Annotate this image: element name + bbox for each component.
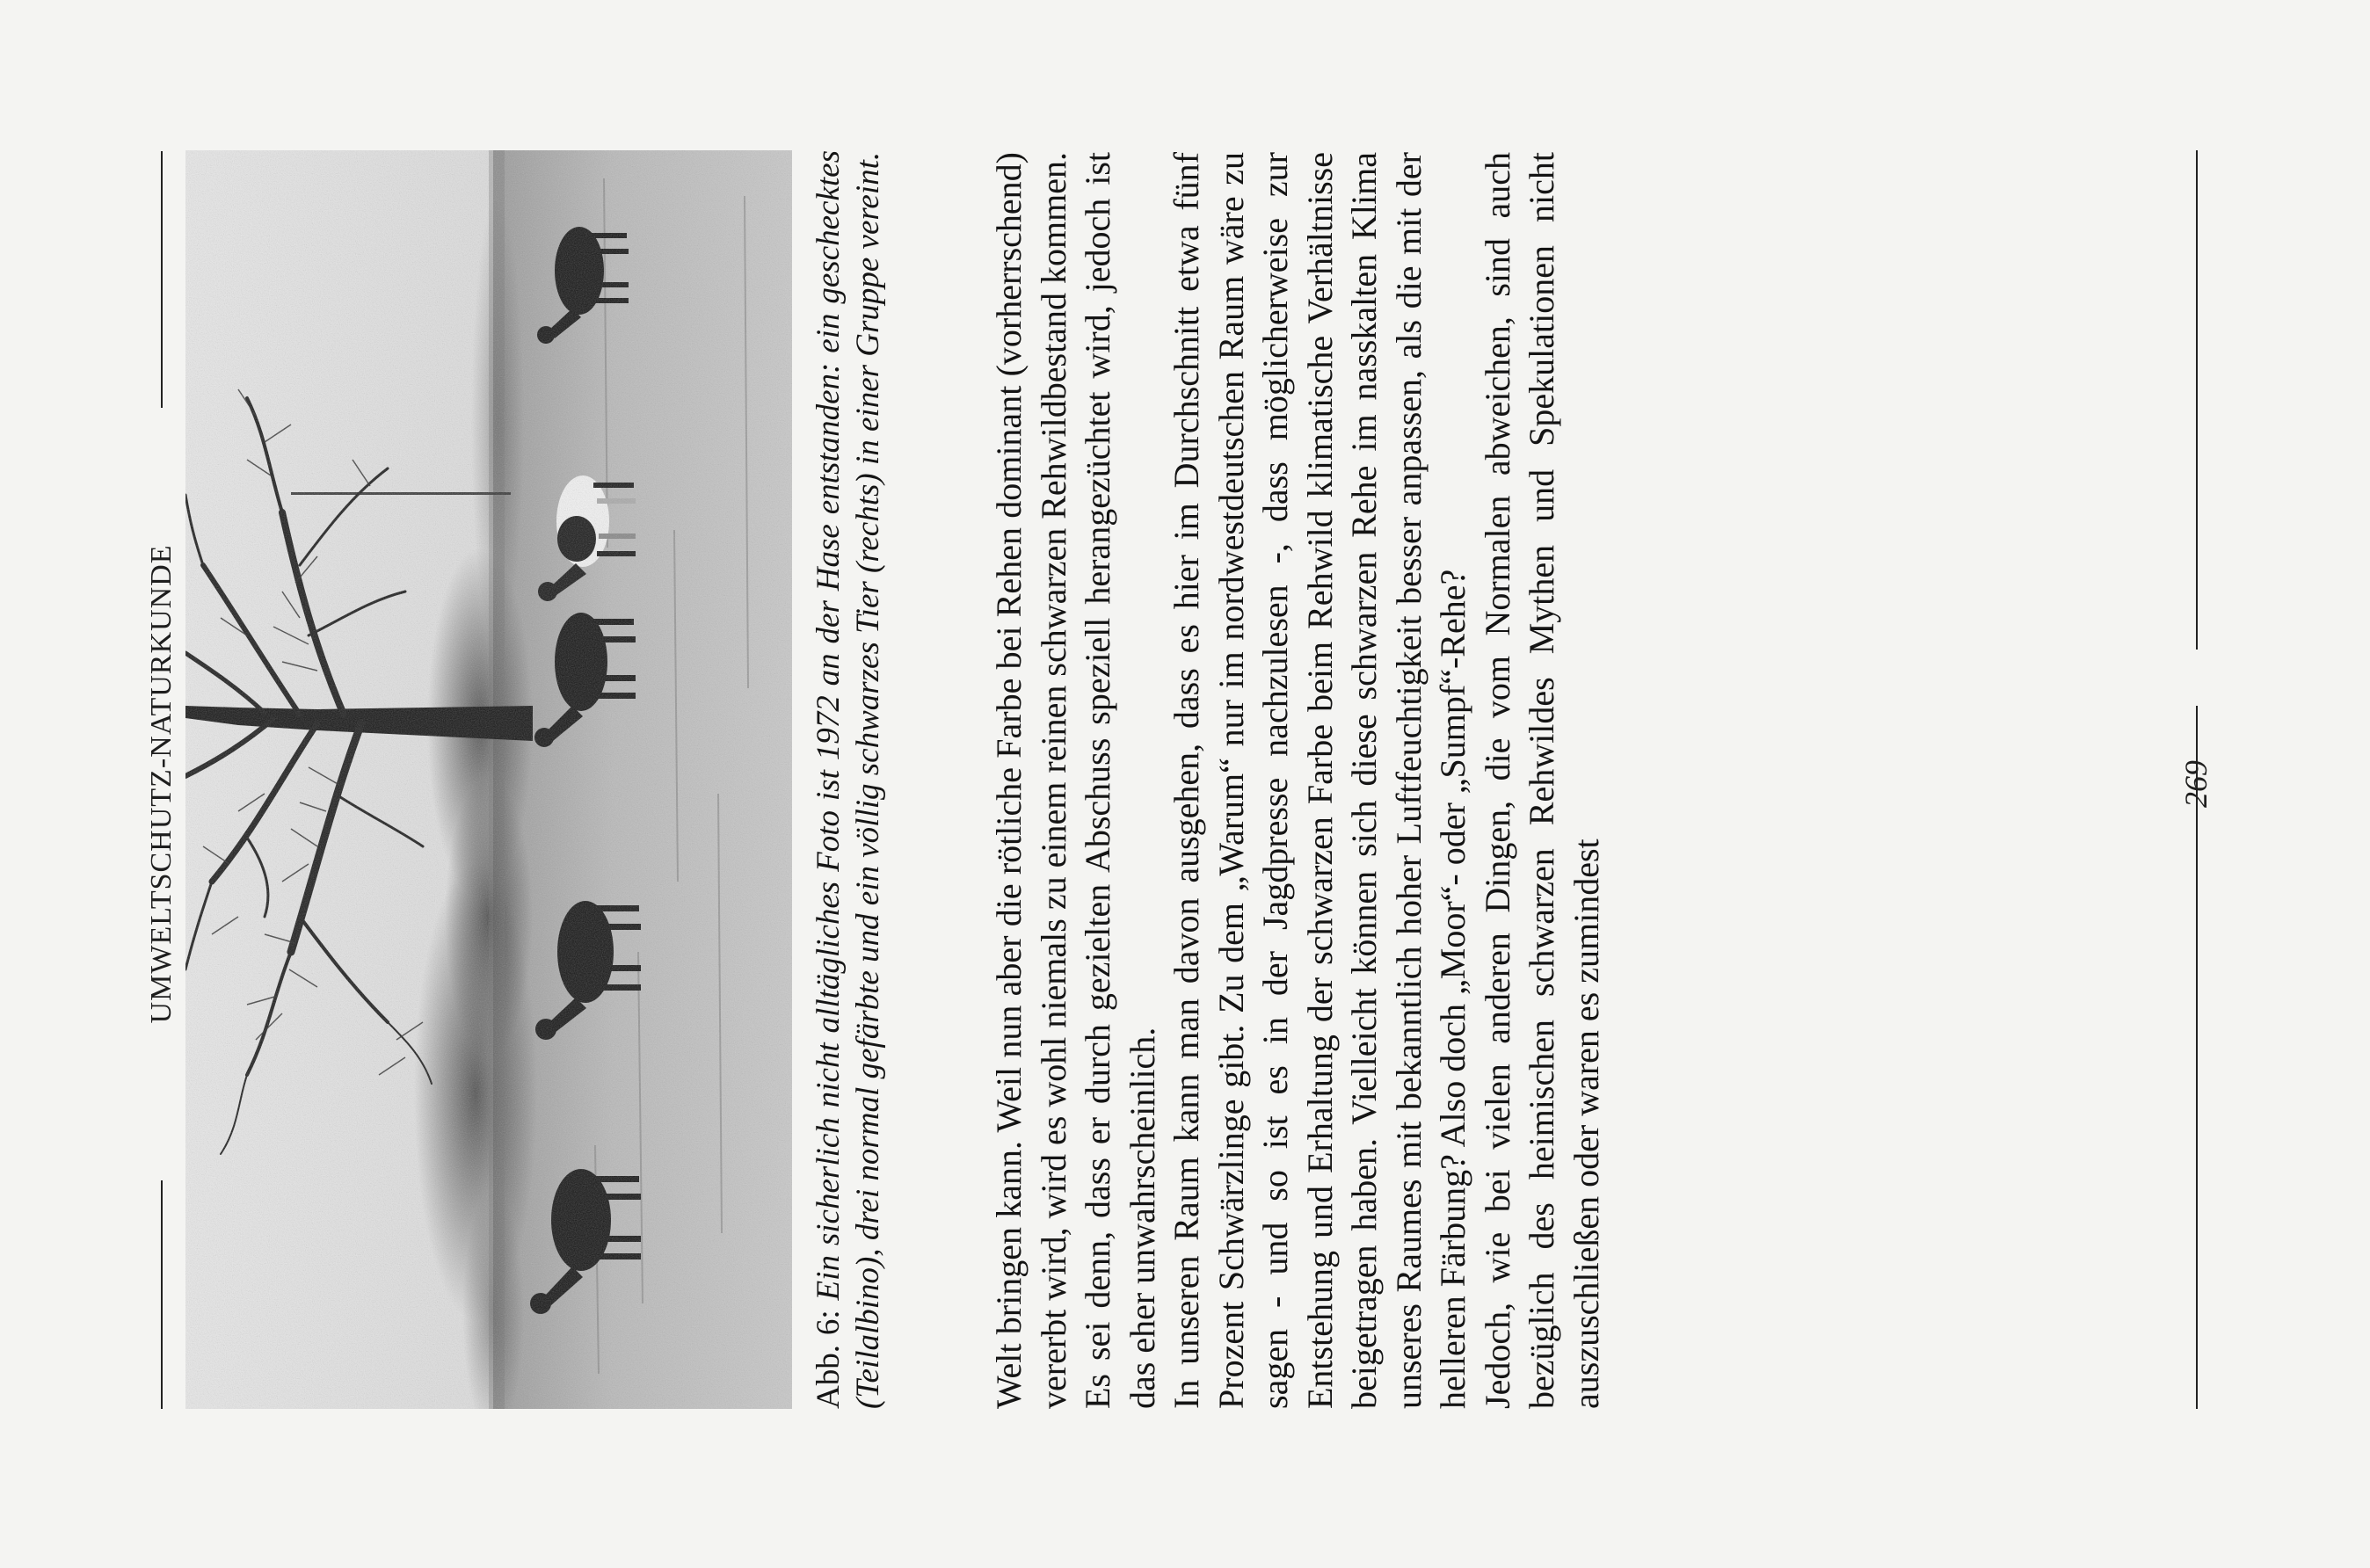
running-header: UMWELTSCHUTZ-NATURKUNDE xyxy=(145,544,178,1024)
caption-text: Ein sicherlich nicht alltägliches Foto ist 1972 an der Hase entstanden: ein geschecktes (Teilalbino), drei normal gefärbte und ein völlig schwarzes Tier (rechts) in einer Gruppe vereint. xyxy=(811,150,886,1409)
footer-rule-right xyxy=(2196,150,2198,650)
body-text xyxy=(987,152,1609,1409)
figure-caption xyxy=(809,150,888,1409)
header-rule-right xyxy=(161,151,163,408)
paragraph-3: Jedoch, wie bei vielen anderen Dingen, die vom Normalen abweichen, sind auch bezüglich des heimischen schwarzen Rehwildes Mythen und Spekulationen nicht auszuschließen oder waren es zumindest xyxy=(1477,152,1606,1409)
caption-label: Abb. 6: xyxy=(811,1310,847,1409)
paragraph-1: Welt bringen kann. Weil nun aber die rötliche Farbe bei Rehen dominant (vorherrschend) vererbt wird, wird es wohl niemals zu einem reinen schwarzen Rehwildbestand kommen. Es sei denn, dass er durch gezielten Abschuss speziell herangezüchtet wird, jedoch ist das eher unwahrscheinlich. xyxy=(989,152,1162,1409)
figure-photo xyxy=(185,150,792,1409)
page-number: 269 xyxy=(2178,760,2214,808)
paragraph-2: In unseren Raum kann man davon ausgehen, dass es hier im Durchschnitt etwa fünf Prozent Schwärzlinge gibt. Zu dem „Warum“ nur im nordwestdeutschen Raum wäre zu sagen - und so ist es in der Jagdpresse nachzulesen -, dass möglicherweise zur Entstehung und Erhaltung der schwarzen Farbe beim Rehwild klimatische Verhältnisse beigetragen haben. Vielleicht können sich diese schwarzen Rehe im nasskalten Klima unseres Raumes mit bekanntlich hoher Luftfeuchtigkeit besser anpassen, als die mit der helleren Färbung? Also doch „Moor“- oder „Sumpf“-Rehe? xyxy=(1167,152,1472,1409)
